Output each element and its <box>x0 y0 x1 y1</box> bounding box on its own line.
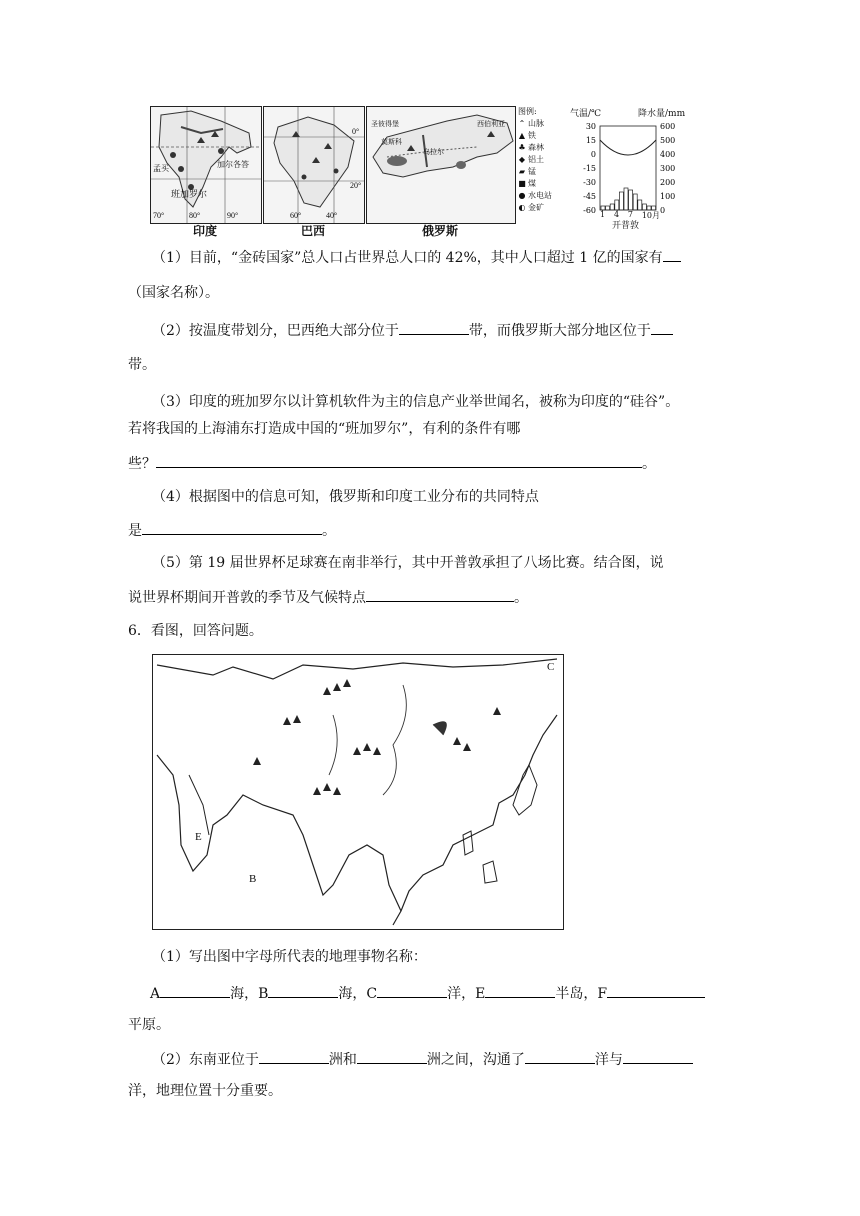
q5-4-line1: （4）根据图中的信息可知，俄罗斯和印度工业分布的共同特点 <box>152 489 539 505</box>
hydropower-icon: ● <box>518 191 526 200</box>
q6-answer-b[interactable] <box>268 982 338 998</box>
gold-icon: ◐ <box>518 203 526 212</box>
precip-bar <box>638 200 642 210</box>
q5-3-line3: 些？ 。 <box>128 452 656 474</box>
q6-title: 6．看图，回答问题。 <box>128 623 263 639</box>
precip-tick-label: 0 <box>660 206 666 215</box>
manganese-icon: ▰ <box>518 167 526 176</box>
india-tick-80: 80° <box>189 211 201 220</box>
brazil-tick-60: 60° <box>290 211 302 220</box>
brazil-tick-20: 20° <box>350 181 362 190</box>
q6-1-intro: （1）写出图中字母所代表的地理事物名称： <box>152 949 427 965</box>
map-label-e: E <box>195 831 202 843</box>
q5-3-answer-blank[interactable] <box>156 452 642 468</box>
temp-tick-label: 15 <box>585 136 596 145</box>
coal-icon: ■ <box>518 179 526 188</box>
aluminum-icon: ◆ <box>518 155 526 164</box>
precip-bar <box>629 190 633 210</box>
month-ticks: 1 4 7 10月 <box>600 210 660 220</box>
climate-plot <box>570 106 694 226</box>
q6-answer-a[interactable] <box>160 982 230 998</box>
q5-3-line1: （3）印度的班加罗尔以计算机软件为主的信息产业举世闻名，被称为印度的“硅谷”。 <box>152 394 680 410</box>
triangle-icon: ▲ <box>518 131 526 140</box>
temp-tick-label: -45 <box>583 192 596 201</box>
q5-2-line1: （2）按温度带划分，巴西绝大部分位于 带，而俄罗斯大部分地区位于 <box>152 319 673 341</box>
q6-2-answer-3[interactable] <box>525 1048 595 1064</box>
legend-item: ◐ 金矿 <box>518 203 544 212</box>
legend-title: 图例: <box>518 107 537 116</box>
cape-town-climate-chart <box>570 106 694 231</box>
precip-bar <box>619 192 623 210</box>
legend-item: ⌃ 山脉 <box>518 119 544 128</box>
brazil-tick-0: 0° <box>352 127 360 136</box>
q6-2-answer-4[interactable] <box>623 1048 693 1064</box>
forest-icon: ♣ <box>518 143 526 152</box>
india-caption: 印度 <box>192 224 217 238</box>
mountain-icon: ⌃ <box>518 119 526 128</box>
asia-map-drawing <box>153 655 563 929</box>
precip-bar <box>624 188 628 210</box>
russia-label-ural: 乌拉尔 <box>423 148 444 156</box>
temp-tick-label: -30 <box>583 178 596 187</box>
legend-item: ◆ 铝土 <box>518 155 544 164</box>
legend-item: ■ 煤 <box>518 179 536 188</box>
q5-5-answer-blank[interactable] <box>366 586 514 602</box>
temp-tick-label: 30 <box>585 122 596 131</box>
legend-item: ● 水电站 <box>518 191 552 200</box>
q5-2-line2: 带。 <box>128 357 156 373</box>
temp-axis-label: 气温/℃ <box>570 109 602 119</box>
map-legend <box>518 106 570 222</box>
precip-tick-label: 200 <box>660 178 676 187</box>
q5-1-answer-blank[interactable] <box>663 246 681 262</box>
india-label-mumbai: 孟买 <box>153 164 169 173</box>
q6-answer-c[interactable] <box>377 982 447 998</box>
q5-1-line2: （国家名称）。 <box>128 285 219 301</box>
russia-label-petersburg: 圣彼得堡 <box>371 120 399 128</box>
russia-label-moscow: 莫斯科 <box>381 138 402 146</box>
precip-axis-label: 降水量/mm <box>638 109 686 119</box>
q6-1-line1: A 海，B 海，C 洋，E 半岛，F <box>150 982 705 1004</box>
q5-3-line2: 若将我国的上海浦东打造成中国的“班加罗尔”，有利的条件有哪 <box>128 421 521 437</box>
russia-label-siberia: 西伯利亚 <box>477 120 505 128</box>
precip-tick-label: 500 <box>660 136 676 145</box>
legend-item: ♣ 森林 <box>518 143 544 152</box>
brics-figure <box>150 106 690 238</box>
q5-5-line2: 说世界杯期间开普敦的季节及气候特点 。 <box>128 586 528 608</box>
q5-4-line2: 是 。 <box>128 519 336 541</box>
q6-1-line2: 平原。 <box>128 1017 170 1033</box>
asia-map <box>152 654 564 930</box>
brazil-tick-40: 40° <box>326 211 338 220</box>
q6-2-answer-2[interactable] <box>357 1048 427 1064</box>
brazil-caption: 巴西 <box>300 224 325 238</box>
brazil-map-panel <box>263 106 365 224</box>
q5-1-line1: （1）目前，“金砖国家”总人口占世界总人口的 42%，其中人口超过 1 亿的国家有 <box>152 246 681 268</box>
temp-tick-label: -60 <box>583 206 596 215</box>
india-label-kolkata: 加尔各答 <box>217 160 249 169</box>
india-tick-90: 90° <box>227 211 239 220</box>
temp-tick-label: -15 <box>583 164 596 173</box>
q6-2-line2: 洋，地理位置十分重要。 <box>128 1083 282 1099</box>
q5-4-answer-blank[interactable] <box>142 519 322 535</box>
india-tick-70: 70° <box>153 211 165 220</box>
russia-map-panel <box>366 106 516 224</box>
brazil-map <box>264 107 364 223</box>
legend-item: ▰ 锰 <box>518 167 536 176</box>
q6-answer-f[interactable] <box>607 982 705 998</box>
q6-2-answer-1[interactable] <box>259 1048 329 1064</box>
station-name: 开普敦 <box>612 221 640 231</box>
precip-tick-label: 300 <box>660 164 676 173</box>
temp-tick-label: 0 <box>590 150 596 159</box>
q5-5-line1: （5）第 19 届世界杯足球赛在南非举行，其中开普敦承担了八场比赛。结合图，说 <box>152 555 664 571</box>
india-label-bangalore: 班加罗尔 <box>171 189 208 199</box>
india-map-panel <box>150 106 262 224</box>
legend-item: ▲ 铁 <box>518 131 536 140</box>
q5-2-answer-blank-1[interactable] <box>399 319 469 335</box>
precip-bar <box>615 200 619 210</box>
map-label-c: C <box>547 661 555 673</box>
map-label-b: B <box>249 873 257 885</box>
q5-2-answer-blank-2[interactable] <box>651 319 673 335</box>
q6-2-line1: （2）东南亚位于 洲和 洲之间，沟通了 洋与 <box>152 1048 693 1070</box>
precip-tick-label: 600 <box>660 122 676 131</box>
q6-answer-e[interactable] <box>485 982 555 998</box>
precip-tick-label: 400 <box>660 150 676 159</box>
precip-bar <box>633 194 637 210</box>
russia-caption: 俄罗斯 <box>421 224 458 238</box>
precip-tick-label: 100 <box>660 192 676 201</box>
